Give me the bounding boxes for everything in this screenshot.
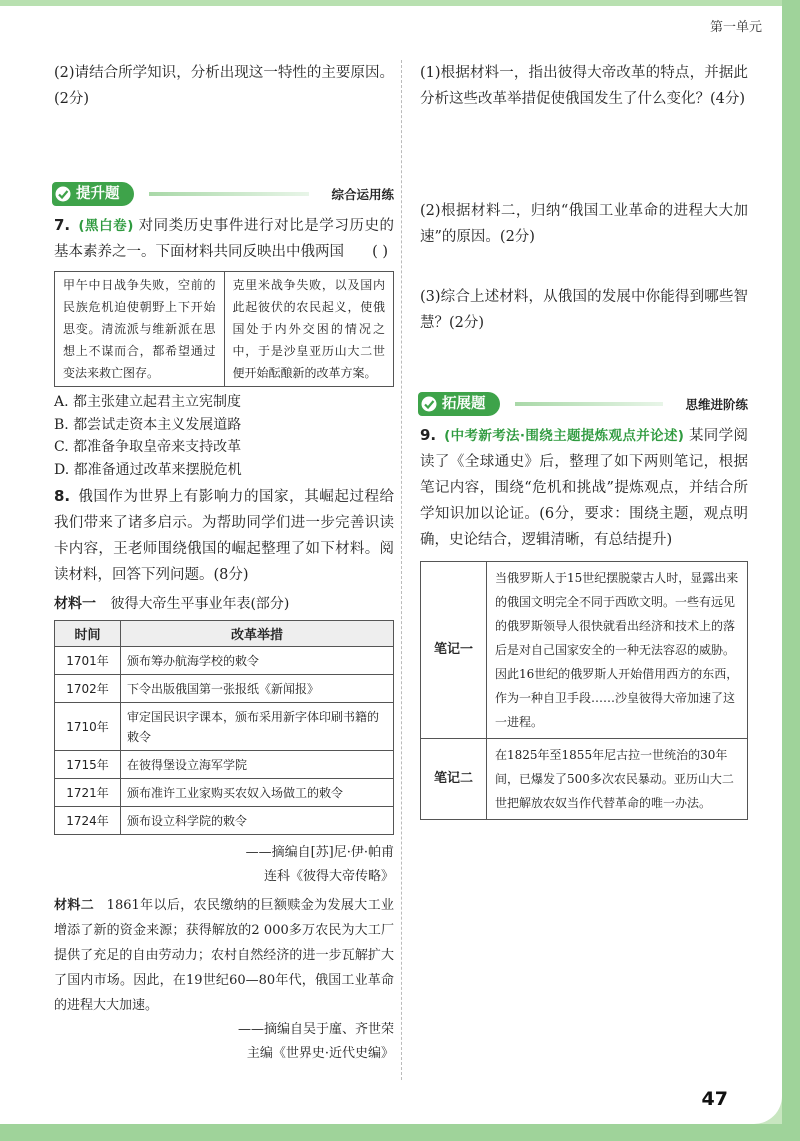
material2-source: [54, 1018, 394, 1066]
table-row: [55, 675, 394, 703]
note1-label: 笔记一: [421, 562, 487, 739]
q7-options: [54, 391, 394, 481]
check-icon: [55, 186, 71, 202]
section-fade-line: [149, 192, 309, 196]
row-measure: 颁布设立科学院的敕令: [121, 807, 394, 835]
page-number: 47: [701, 1088, 728, 1110]
material2-text: 1861年以后，农民缴纳的巨额赎金为发展大工业增添了新的资金来源；获得解放的2 000多万农民为大工厂提供了充足的自由劳动力；农村自然经济的进一步瓦解扩大了国内市场。因此，在19世纪60—80年代，俄国工业革命的进程大大加速。: [54, 898, 394, 1013]
material1-caption: 彼得大帝生平事业年表(部分): [110, 596, 290, 612]
source-line: ——摘编自吴于廑、齐世荣: [237, 1022, 394, 1037]
question-tag: (中考新考法·围绕主题提炼观点并论述): [444, 428, 684, 444]
left-column: [54, 60, 394, 1066]
section-title-text: 拓展题: [442, 396, 486, 412]
question-8-part2: (2)根据材料二，归纳“俄国工业革命的进程大大加速”的原因。(2分): [420, 203, 748, 245]
check-icon: [421, 396, 437, 412]
answer-blank: ( ): [372, 244, 388, 260]
material1-label: 材料一: [54, 596, 96, 612]
row-measure: 审定国民识字课本，颁布采用新字体印刷书籍的敕令: [121, 703, 394, 751]
note-row: [421, 562, 748, 739]
table-row: [55, 647, 394, 675]
note2-label: 笔记二: [421, 739, 487, 820]
row-measure: 颁布筹办航海学校的敕令: [121, 647, 394, 675]
option-d: D. 都准备通过改革来摆脱危机: [54, 461, 242, 478]
unit-label: 第一单元: [709, 20, 762, 35]
question-number: 9.: [420, 426, 437, 444]
note2-text: 在1825年至1855年尼古拉一世统治的30年间，已爆发了500多次农民暴动。亚历山大二世把解放农奴当作代替革命的唯一办法。: [487, 739, 748, 820]
row-year: 1710年: [55, 703, 121, 751]
q7-material-table: [54, 271, 394, 387]
frame-top: [0, 0, 800, 6]
question-9: [420, 422, 748, 553]
section-title-text: 提升题: [76, 186, 120, 202]
answer-space: [420, 112, 748, 198]
source-line: ——摘编自[苏]尼·伊·帕甫: [245, 845, 394, 860]
question-number: 7.: [54, 216, 71, 234]
section-subtitle: 综合运用练: [331, 187, 394, 202]
row-measure: 下令出版俄国第一张报纸《新闻报》: [121, 675, 394, 703]
source-line: 主编《世界史·近代史编》: [246, 1046, 394, 1061]
answer-space: [420, 250, 748, 284]
row-year: 1721年: [55, 779, 121, 807]
material2: [54, 893, 394, 1018]
row-year: 1702年: [55, 675, 121, 703]
row-measure: 在彼得堡设立海军学院: [121, 751, 394, 779]
section-title: [52, 182, 134, 206]
row-year: 1701年: [55, 647, 121, 675]
table-row: [55, 779, 394, 807]
section-tisheng: [54, 182, 394, 206]
source-line: 连科《彼得大帝传略》: [263, 869, 394, 884]
q9-notes-table: [420, 561, 748, 820]
table-row: [55, 807, 394, 835]
row-year: 1724年: [55, 807, 121, 835]
question-text: 对同类历史事件进行对比是学习历史的基本素养之一。下面材料共同反映出中俄两国: [54, 218, 395, 260]
section-title: [418, 392, 500, 416]
section-fade-line: [515, 402, 663, 406]
question-8-part3: (3)综合上述材料，从俄国的发展中你能得到哪些智慧？(2分): [420, 289, 748, 331]
peter-reform-table: [54, 620, 394, 835]
answer-space: [420, 336, 748, 376]
row-measure: 颁布准许工业家购买农奴入场做工的敕令: [121, 779, 394, 807]
note1-text: 当俄罗斯人于15世纪摆脱蒙古人时，显露出来的俄国文明完全不同于西欧文明。一些有远见的俄罗斯领导人很快就看出经济和技术上的落后是对自己国家安全的一种无法容忍的威胁。因此16世纪的俄罗斯人开始借用西方的东西，作为一种自卫手段……沙皇彼得大帝加速了这一进程。: [487, 562, 748, 739]
row-year: 1715年: [55, 751, 121, 779]
frame-right: [782, 0, 800, 1141]
column-divider: [401, 60, 402, 1080]
question-text: 俄国作为世界上有影响力的国家，其崛起过程给我们带来了诸多启示。为帮助同学们进一步完善识读卡内容，王老师围绕俄国的崛起整理了如下材料。阅读材料，回答下列问题。(8分): [54, 489, 395, 583]
question-tag: (黑白卷): [78, 218, 134, 234]
table-header-time: 时间: [55, 621, 121, 647]
question-8-part1: (1)根据材料一，指出彼得大帝改革的特点，并据此分析这些改革举措促使俄国发生了什么变化？(4分): [420, 65, 748, 107]
option-b: B. 都尝试走资本主义发展道路: [54, 416, 242, 433]
table-row: [55, 703, 394, 751]
note-row: [421, 739, 748, 820]
material1-source: [54, 841, 394, 889]
material-russia: 克里米战争失败，以及国内此起彼伏的农民起义，使俄国处于内外交困的情况之中，于是沙皇亚历山大二世便开始酝酿新的改革方案。: [224, 272, 394, 387]
question-8: [54, 483, 394, 588]
question-7: [54, 212, 394, 265]
option-c: C. 都准备争取皇帝来支持改革: [54, 439, 242, 455]
material-china: 甲午中日战争失败，空前的民族危机迫使朝野上下开始思变。清流派与维新派在思想上不谋而合，都希望通过变法来救亡图存。: [55, 272, 225, 387]
frame-bottom: [0, 1124, 800, 1141]
option-a: A. 都主张建立起君主立宪制度: [54, 394, 242, 410]
material2-label: 材料二: [54, 898, 95, 913]
section-tuozhan: [420, 392, 748, 416]
table-row: [55, 751, 394, 779]
question-text: 某同学阅读了《全球通史》后，整理了如下两则笔记，根据笔记内容，围绕“危机和挑战”提炼观点，并结合所学知识加以论证。(6分，要求：围绕主题，观点明确，史论结合，逻辑清晰，有总结提升): [420, 428, 749, 548]
question-prev-part2: (2)请结合所学知识，分析出现这一特性的主要原因。(2分): [54, 65, 394, 107]
question-number: 8.: [54, 487, 71, 505]
section-subtitle: 思维进阶练: [685, 397, 748, 412]
material1-title: [54, 592, 394, 616]
table-header-measure: 改革举措: [121, 621, 394, 647]
answer-space: [54, 112, 394, 166]
right-column: [420, 60, 748, 820]
